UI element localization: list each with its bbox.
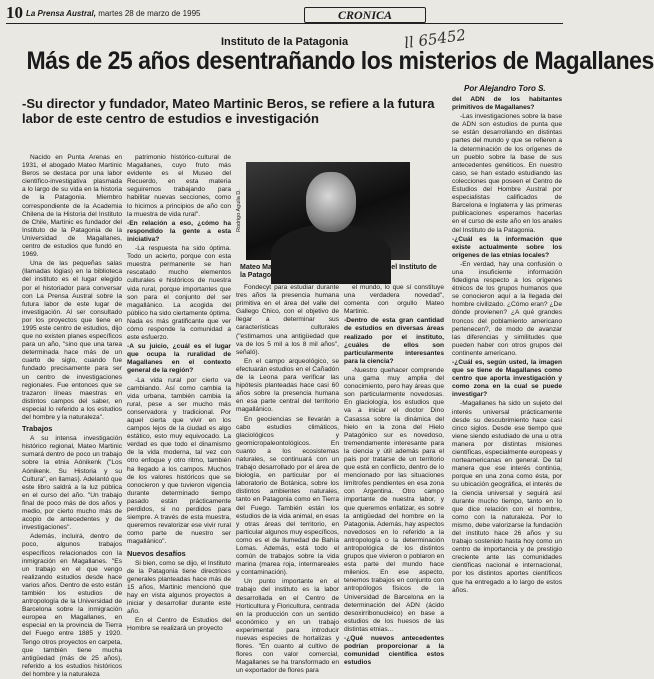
paragraph: -La respuesta ha sido óptima. Todo un acierto, porque con esta muestra permanente se han rescatado mucho elementos culturales e históricos de nuestra vida rural, porque importantes que son para el conjunto del ser magallánico. La acogida del público ha sido ciertamente óptima. Nada es más gratificante que ver cómo responde la comunidad a este esfuerzo.: [127, 245, 231, 342]
paragraph: -En verdad, hay una confusión o una insuficiente información fidedigna respecto a los orígenes étnicos de los grupos humanos que se conocieron aquí a la llegada del hombre civilizado. ¿Cómo eran? ¿De dónde provienen? ¿A qué grandes troncos del poblamiento americano pertenecen?, de modo de avanzar las diferencias y similitudes que pueden haber con otros grupos del continente americano.: [452, 260, 562, 357]
question: -A su juicio, ¿cuál es el lugar que ocupa la ruralidad de Magallanes en el contexto general de la región?: [127, 343, 231, 375]
paragraph: Fondecyt para estudiar durante tres años la presencia humana primitiva en el área del valle del Gallego Chico, con el objetivo de llegar a determinar sus características culturales ("estimamos una antigüedad que va de los 5 mil a los 8 mil años", señaló).: [236, 284, 339, 356]
paragraph: -Las investigaciones sobre la base de ADN son estudios de punta que se están desarrollando en distintas partes del mundo y que se refieren a la determinación de los orígenes de un pueblo sobre la base de sus antecedentes genéticos. En nuestro caso, se han estado estudiando las colecciones que poseen el Centro de Estudios del Hombre Austral por especialistas calificados de Barcelona e Inglaterra y las primeras publicaciones esperamos hacerlas en el curso de este año en los anales del Instituto de la Patagonia.: [452, 113, 562, 234]
paragraph: -La vida rural por cierto va cambiando. Así como cambia la vida urbana, también cambia la rural, pese a ser mucho más conservadora y tradicional. Por aquel cierta que vivir en los campos lejos de la ciudad es algo estático, esto muy equivocado. La verdad es que todo el dinamismo de la vida moderna, tal vez con otro enfoque y otro ritmo, también ha llegado a los campos. Muchos de los valores históricos que se conocieron y que tuvieron vigencia durante determinado tiempo pasado están prácticamente perdidos, si no perdidos para siempre. A través de esta muestra, queremos revalorizar ese vivir rural como parte de nuestro ser magallánico".: [127, 376, 231, 546]
photo-face: [306, 172, 356, 232]
paragraph: Además, incluirá, dentro de poco, algunos trabajos específicos relacionados con la inmigración en Magallanes. "Es un trabajo en el que vengo realizando estudios desde hace varios años. Dentro de esto están también los estudios de antropología de la Universidad de Barcelona sobre la inmigración europea en Magallanes, en especial en la provincia de Tierra del Fuego entre 1885 y 1920. Tengo otros proyectos en carpeta, que también tiene mucha antigüedad (más de 25 años), referido a los estudios históricos del hombre y la naturaleza: [22, 533, 122, 678]
paragraph: Un punto importante en el trabajo del instituto es la labor desarrollada en el Centro de Horticultura y Floricultura, centrada en la producción con un sentido económico y en un trabajo experimental para introducir nuevas especies de hortalizas y flores. "En cuanto al cultivo de flores con valor comercial, Magallanes se ha transformado en un exportador de flores para: [236, 578, 339, 675]
page-number: 10: [6, 3, 23, 22]
photo-credit: Rodrigo Aguila D.: [236, 189, 242, 232]
paragraph: Nacido en Punta Arenas en 1931, el abogado Mateo Martinic Beros se destaca por una labor científico-investigativa plasmada a lo largo de su vida en la historia de la Patagonia. Miembro correspondiente de la Academia Chilena de la Historia del Instituto de Chile, Martinic es fundador del Instituto de la Patagonia de la Universidad de Magallanes, centro de estudios que fundó en 1969.: [22, 154, 122, 259]
byline: Por Alejandro Toro S.: [464, 84, 546, 93]
section-label: CRONICA: [304, 7, 426, 23]
photo-caption: Mateo Martinic Beros, historiador y director del Instituto de la Patagonia.: [240, 264, 437, 280]
paragraph: Si bien, como se dijo, el Instituto de la Patagonia tiene directrices generales planteadas hace más de 15 años, Martinic mencionó que hay en vista algunos proyectos a iniciar y desarrollar durante este año.: [127, 559, 231, 616]
column-5: [452, 96, 562, 600]
column-1: [22, 154, 122, 678]
subhead: Trabajos: [22, 424, 53, 434]
question: -En relación a eso, ¿cómo ha respondido la gente a esta iniciativa?: [127, 219, 231, 243]
paragraph: -Magallanes ha sido un sujeto del interés universal prácticamente desde su descubrimiento hace casi cinco siglos. Desde ese tiempo que viene siendo estudiado de una u otra manera por distintas misiones científicas, especialmente europeas y norteamericanas en general. De tal manera que ese interés continúa, porque en una zona como ésta, por su ubicación geográfica, el interés de la ciencia universal y seguirá así durante mucho tiempo, tanto en lo que dice relación con el hombre, como con la naturaleza. Por lo mismo, debe valorizarse la fundación del instituto hace 26 años y su trabajo sostenido hasta hoy como un centro de importancia y de prestigio creciente ante las comunidades científicas nacional e internacional, por los distintos aportes científicos que ha entregado a lo largo de estos años.: [452, 400, 562, 594]
column-3: [236, 284, 339, 675]
paragraph: En el Centro de Estudios del Hombre se realizará un proyecto: [127, 617, 231, 633]
paper-name: La Prensa Austral,: [26, 9, 96, 18]
paragraph: En el campo arqueológico, se efectuarán estudios en el Cañadón de la Leona para verificar las hipótesis planteadas hace casi 60 años sobre la presencia humana en esa parte central del territorio magallánico.: [236, 357, 339, 414]
deck: -Su director y fundador, Mateo Martinic Beros, se refiere a la futura labor de este centro de estudios e investigación: [22, 96, 435, 126]
headline: Más de 25 años desentrañando los misterios de Magallanes: [26, 47, 654, 75]
paragraph: A su intensa investigación histórico regional, Mateo Martinic sumará dentro de poco un trabajo sobre la etnia Aónikenk ("Los Aónikenk. Su Historia y su Cultura", en llamas). Adelantó que este libro saldrá a la luz pública en el curso del año. "Un trabajo final de poco más de dos años y medio, por cierto mucho más de acopio de antecedentes y de investigaciones".: [22, 435, 122, 532]
paragraph: En geociencias se llevarán a cabo estudios climáticos, glaciológicos y geomicropaleontológicos. En cuanto a los ecosistemas naturales, se continuará con un trabajo desarrollado por el área de biología, en particular por el laboratorio de Botánica, sobre los distintos ambientes naturales, tanto en Patagonia como en Tierra del Fuego. También están los estudios de la vida animal, en esas y otras áreas del territorio, en particular algunos muy específicos, como es el de llumedad de Bahía Lomas. Además, está todo el común de trabajos sobre la vida marina (marea roja, intermareales y contaminación).: [236, 415, 339, 577]
paper-info: [26, 9, 200, 18]
paragraph: patrimonio histórico-cultural de Magallanes, cuyo fruto más evidente es el Museo del Recuerdo, en esta materia seguiremos trabajando para habilitar nuevas secciones, como lo hicimos a principios de año con la muestra de vida rural".: [127, 154, 231, 218]
question: -¿Cuál es, según usted, la imagen que se tiene de Magallanes como centro que aporta investigación y como zona en la cual se puede investigar?: [452, 359, 562, 399]
question: del ADN de los habitantes primitivos de Magallanes?: [452, 96, 562, 112]
paragraph: el mundo, lo que sí constituye una verdadera novedad", comenta con orgullo Mateo Martinic.: [344, 284, 444, 316]
masthead: [6, 5, 563, 24]
paragraph: -Nuestro quehacer comprende una gama muy amplia del conocimiento, pero hay áreas que son particularmente novedosas. En glaciología, los estudios que va a iniciar el doctor Dino Casassa sobre la dinámica del hielo en la zona del Hielo Patagónico sur es novedoso, tremendamente interesante para la ciencia y útil además para el país por tratarse de un territorio que está en conflicto, dentro de lo mencionado por las situaciones limítrofes pendientes en esa zona con Argentina. Otro campo importante de nuestra labor, y que queremos enfatizar, es sobre la antigüedad del hombre en la Patagonia. Además, hay aspectos novedosos en lo referido a la antropología o la determinación antropológica de los distintos grupos que vivieron o poblaron en esta parte del mundo hace milenios. En ese aspecto, tenemos trabajos en conjunto con antropólogos físicos de la Universidad de Barcelona en la determinación del ADN (ácido desoxirribonucleico) en base a estudios de los huesos de las distintas etnias...: [344, 366, 444, 633]
photo-mateo-martinic: [246, 162, 410, 260]
question: -Dentro de esta gran cantidad de estudios en diversas áreas realizado por el instituto, ¿cuáles de ellos son particularmente interesantes para la ciencia?: [344, 317, 444, 365]
question: -¿Cuál es la información que existe actualmente sobre los orígenes de las etnias locales?: [452, 235, 562, 259]
question: -¿Qué nuevos antecedentes podrían proporcionar a la comunidad científica estos estudios: [344, 635, 444, 667]
column-2: [127, 154, 231, 633]
kicker: Instituto de la Patagonia: [220, 36, 349, 48]
issue-date: martes 28 de marzo de 1995: [98, 9, 201, 18]
paragraph: Una de las pequeñas salas (llamadas lógias) en la biblioteca del instituto es el lugar elegido por el historiador para conversar con La Prensa Austral sobre la futura labor de este lugar de investigación. Al ser consultado por los proyectos que tiene en 1995 este centro de estudios, dijo que no existen planes específicos para un año, "sino que una tarea determinada hace más de un cuarto de siglo, cuando fue fundado precisamente para ser un centro de investigaciones regionales. Fue entonces que se trazaron líneas maestras en distintos campos del saber, en especial lo referido a los estudios del hombre y la naturaleza".: [22, 260, 122, 421]
subhead: Nuevos desafíos: [127, 548, 186, 558]
column-4: [344, 284, 444, 667]
handwritten-note: ll 65452: [403, 25, 468, 53]
